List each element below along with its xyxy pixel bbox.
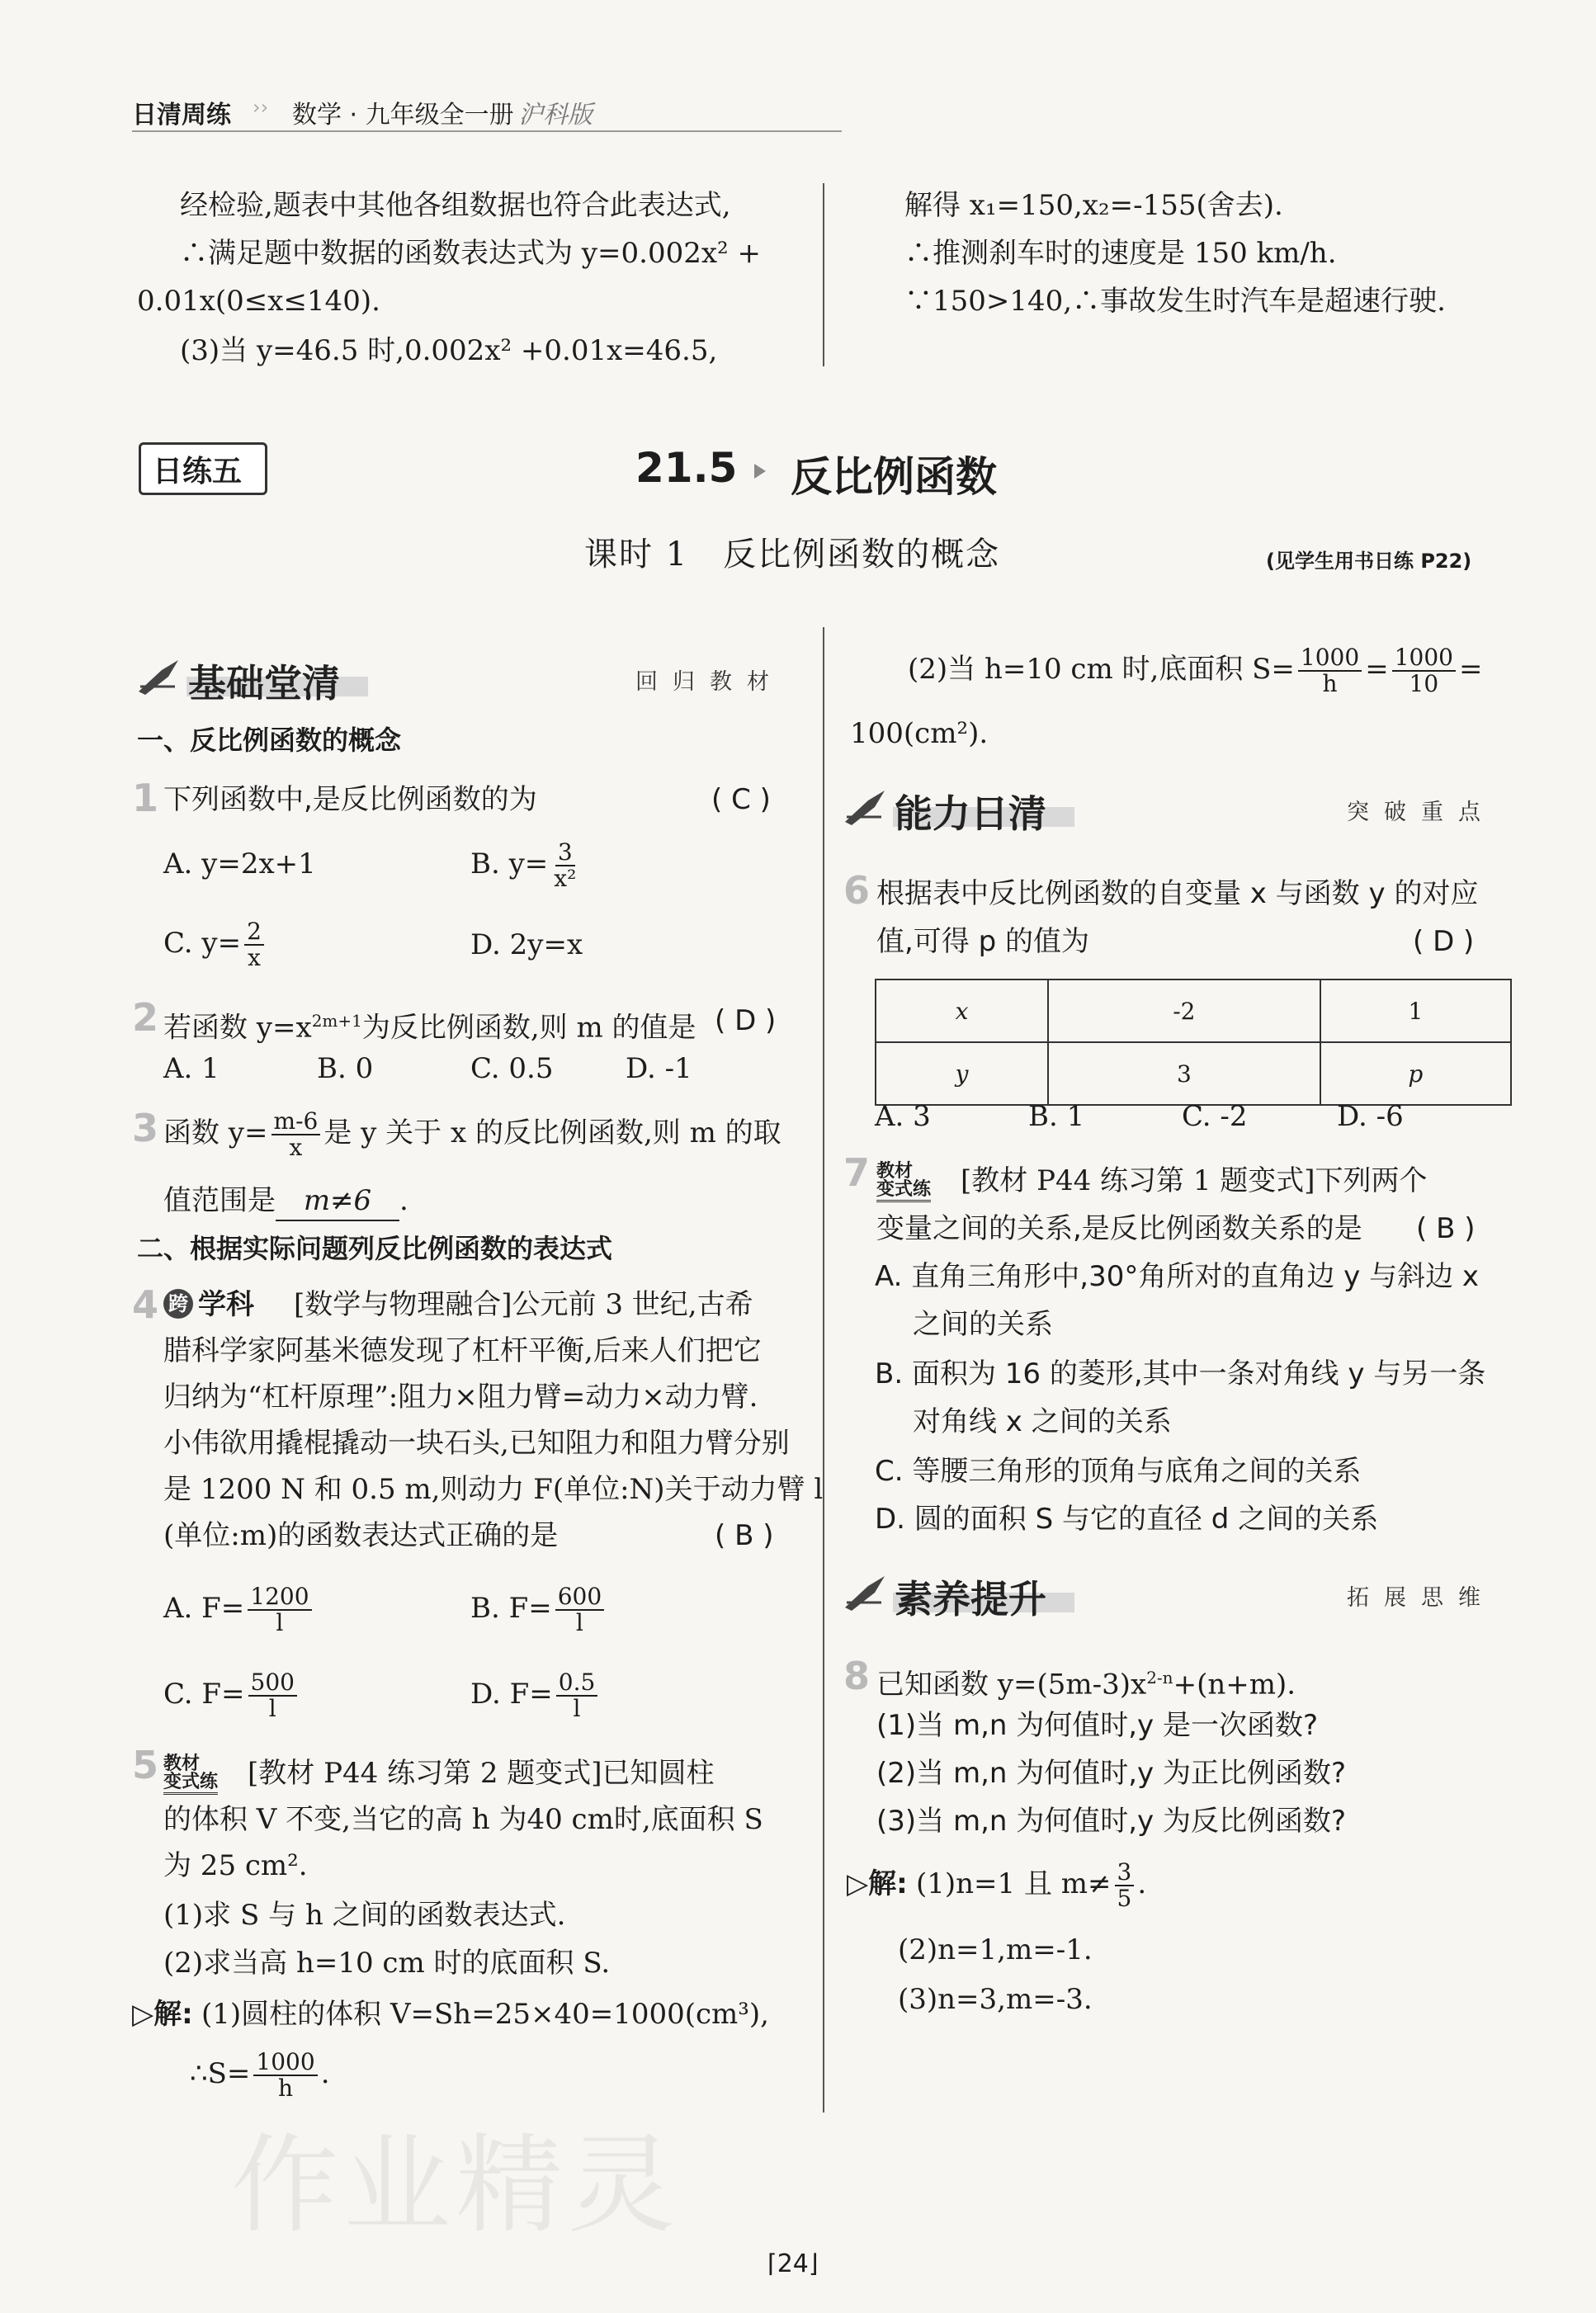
literacy-section-title: 素养提升: [895, 1577, 1046, 1621]
q5-line-2: 的体积 V 不变,当它的高 h 为40 cm时,底面积 S: [163, 1803, 763, 1836]
q5-solution-3: (2)当 h=10 cm 时,底面积 S= $\frac{1000}{h}$ = $\frac{1000}{10}$ =: [908, 644, 1483, 697]
q6-line-2: 值,可得 p 的值为: [876, 925, 1090, 958]
main-column-divider: [823, 627, 824, 2112]
q5-solution-1: (1)圆柱的体积 V=Sh=25×40=1000(cm³),: [201, 1998, 769, 2031]
pen-icon: [843, 1574, 888, 1612]
q2-option-a: A. 1: [163, 1052, 220, 1085]
top-left-line-3: 0.01x(0≤x≤140).: [137, 285, 380, 318]
q7-option-a-2: 之间的关系: [913, 1308, 1053, 1341]
q2-number: 2: [132, 995, 159, 1040]
q7-textbook-tag: 教材 变式练: [876, 1163, 931, 1202]
q7-option-c: C. 等腰三角形的顶角与底角之间的关系: [875, 1455, 1362, 1488]
q6-option-b: B. 1: [1028, 1100, 1085, 1133]
q5-sub-2: (2)求当高 h=10 cm 时的底面积 S.: [163, 1947, 611, 1980]
q4-option-b: B. F= $\frac{600}{l}$: [470, 1583, 607, 1636]
table-cell: y: [876, 1042, 1048, 1105]
day-label-badge: [139, 442, 267, 495]
q6-number: 6: [843, 868, 871, 913]
top-right-line-2: ∴推测刹车时的速度是 150 km/h.: [904, 237, 1337, 270]
q2-option-c: C. 0.5: [470, 1052, 554, 1085]
q1-option-d: D. 2y=x: [470, 928, 583, 961]
day-label: 日练五: [153, 455, 243, 489]
q5-solution-2: ∴S= $\frac{1000}{h}$ .: [190, 2048, 330, 2102]
lesson-title: 课时 1 反比例函数的概念: [584, 536, 1001, 574]
q3-line-2: 值范围是 m≠6 .: [163, 1182, 408, 1221]
top-column-divider: [823, 183, 824, 366]
q4-line-3: 归纳为“杠杆原理”:阻力×阻力臂=动力×动力臂.: [163, 1381, 758, 1414]
cross-subject-badge: 跨: [163, 1289, 193, 1319]
q7-option-b-2: 对角线 x 之间的关系: [913, 1405, 1172, 1438]
lesson-reference: (见学生用书日练 P22): [1266, 550, 1472, 573]
ability-section-title: 能力日清: [895, 791, 1046, 836]
page-number: ⌈24⌋: [767, 2249, 819, 2278]
q1-option-b: B. y= $\frac{3}{\text{x²}}$: [470, 838, 577, 892]
q8-solution-3: (3)n=3,m=-3.: [898, 1983, 1093, 2016]
q7-option-a-1: A. 直角三角形中,30°角所对的直角边 y 与斜边 x: [875, 1260, 1480, 1293]
q8-sub-1: (1)当 m,n 为何值时,y 是一次函数?: [876, 1709, 1319, 1742]
q1-number: 1: [132, 776, 159, 820]
q4-line-2: 腊科学家阿基米德发现了杠杆平衡,后来人们把它: [163, 1334, 762, 1367]
q4-line-6: (单位:m)的函数表达式正确的是: [163, 1519, 559, 1552]
top-left-line-2: ∴满足题中数据的函数表达式为 y=0.002x² +: [180, 237, 761, 270]
q8-stem: 已知函数 $y=(5m-3)x^{2-n}+(n+m)$.: [876, 1668, 1296, 1702]
q8-sub-3: (3)当 m,n 为何值时,y 为反比例函数?: [876, 1805, 1347, 1838]
q2-answer: ( D ): [715, 1004, 777, 1037]
q8-number: 8: [843, 1654, 871, 1698]
q5-textbook-tag: 教材 变式练: [163, 1755, 218, 1795]
table-cell: -2: [1048, 979, 1320, 1042]
q6-option-a: A. 3: [875, 1100, 931, 1133]
q6-answer: ( D ): [1413, 925, 1475, 958]
q4-option-d: D. F= $\frac{0.5}{l}$: [470, 1669, 601, 1721]
q3-line-1: 函数 y= $\frac{m-6}{x}$ 是 y 关于 x 的反比例函数,则 m 的取: [163, 1107, 781, 1161]
header-chevrons: ››: [253, 96, 269, 119]
basic-section-title: 基础堂清: [188, 661, 340, 706]
q6-value-table: [875, 979, 1512, 1106]
q6-line-1: 根据表中反比例函数的自变量 x 与函数 y 的对应: [876, 877, 1479, 910]
top-left-line-4: (3)当 y=46.5 时,0.002x² +0.01x=46.5,: [180, 334, 718, 367]
table-row: [876, 1042, 1511, 1105]
q5-solution-4: 100(cm²).: [850, 717, 989, 750]
q4-line-4: 小伟欲用撬棍撬动一块石头,已知阻力和阻力臂分别: [163, 1427, 790, 1460]
chapter-number: 21.5: [635, 444, 738, 492]
q3-number: 3: [132, 1106, 159, 1150]
subhead-1: 一、反比例函数的概念: [137, 725, 402, 756]
q3-answer-blank: m≠6: [276, 1182, 399, 1221]
q8-solution-label: ▷解:: [847, 1867, 908, 1900]
ability-section-tag: 突破重点: [1347, 800, 1495, 825]
header-subject: 数学 · 九年级全一册: [292, 101, 514, 130]
pen-icon: [137, 658, 182, 696]
q8-solution-2: (2)n=1,m=-1.: [898, 1933, 1093, 1966]
chapter-title: 反比例函数: [791, 453, 997, 501]
top-left-line-1: 经检验,题表中其他各组数据也符合此表达式,: [180, 189, 731, 222]
q8-solution-1: (1)n=1 且 m≠ $\frac{3}{5}$ .: [916, 1858, 1147, 1912]
q5-sub-1: (1)求 S 与 h 之间的函数表达式.: [163, 1899, 566, 1932]
q2-stem: 若函数 $y=x^{2m+1}$为反比例函数,则 m 的值是: [163, 1011, 696, 1045]
header-rule: [132, 130, 842, 132]
literacy-section-banner: [843, 1568, 1512, 1621]
q4-badge-text: 学科: [198, 1288, 254, 1321]
q2-option-b: B. 0: [317, 1052, 374, 1085]
pen-icon: [843, 789, 888, 827]
q5-line-3: 为 25 cm².: [163, 1849, 308, 1882]
literacy-section-tag: 拓展思维: [1347, 1585, 1495, 1611]
q7-number: 7: [843, 1150, 871, 1195]
q1-option-a: A. y=2x+1: [163, 847, 316, 880]
q5-line-1: 教材 变式练 [教材 P44 练习第 2 题变式]已知圆柱: [163, 1754, 715, 1795]
q1-stem: 下列函数中,是反比例函数的为: [163, 783, 537, 816]
q7-option-d: D. 圆的面积 S 与它的直径 d 之间的关系: [875, 1503, 1379, 1536]
q4-line-1: [数学与物理融合]公元前 3 世纪,古希: [294, 1288, 753, 1321]
q2-option-d: D. -1: [626, 1052, 692, 1085]
table-cell: x: [876, 979, 1048, 1042]
q4-option-a: A. F= $\frac{1200}{l}$: [163, 1583, 315, 1636]
q1-option-c: C. y= $\frac{2}{x}$: [163, 918, 267, 970]
watermark: 作业精灵: [231, 2122, 681, 2248]
top-right-line-3: ∵150>140,∴事故发生时汽车是超速行驶.: [904, 285, 1446, 318]
table-row: [876, 979, 1511, 1042]
q4-answer: ( B ): [715, 1519, 774, 1552]
q4-line-5: 是 1200 N 和 0.5 m,则动力 F(单位:N)关于动力臂 l: [163, 1473, 824, 1506]
q5-solution-label: ▷解:: [132, 1998, 193, 2031]
q7-option-b-1: B. 面积为 16 的菱形,其中一条对角线 y 与另一条: [875, 1357, 1486, 1390]
table-cell: 1: [1320, 979, 1511, 1042]
q5-number: 5: [132, 1743, 159, 1787]
chapter-arrow-icon: [754, 464, 766, 479]
basic-section-tag: 回归教材: [635, 669, 784, 695]
q4-option-c: C. F= $\frac{500}{l}$: [163, 1669, 300, 1721]
q1-answer: ( C ): [711, 783, 771, 816]
q7-line-1: 教材 变式练 [教材 P44 练习第 1 题变式]下列两个: [876, 1162, 1428, 1202]
q6-option-c: C. -2: [1182, 1100, 1248, 1133]
ability-section-banner: [843, 782, 1512, 836]
top-right-line-1: 解得 x₁=150,x₂=-155(舍去).: [904, 189, 1283, 222]
q6-option-d: D. -6: [1337, 1100, 1404, 1133]
q4-number: 4: [132, 1282, 159, 1327]
header-brand: 日清周练: [132, 101, 231, 130]
q7-line-2: 变量之间的关系,是反比例函数关系的是: [876, 1212, 1362, 1245]
q7-answer: ( B ): [1416, 1212, 1476, 1245]
basic-section-banner: [137, 652, 805, 706]
subhead-2: 二、根据实际问题列反比例函数的表达式: [137, 1233, 613, 1264]
q8-sub-2: (2)当 m,n 为何值时,y 为正比例函数?: [876, 1757, 1347, 1790]
table-cell: 3: [1048, 1042, 1320, 1105]
table-cell: p: [1320, 1042, 1511, 1105]
header-edition: 沪科版: [518, 101, 593, 130]
